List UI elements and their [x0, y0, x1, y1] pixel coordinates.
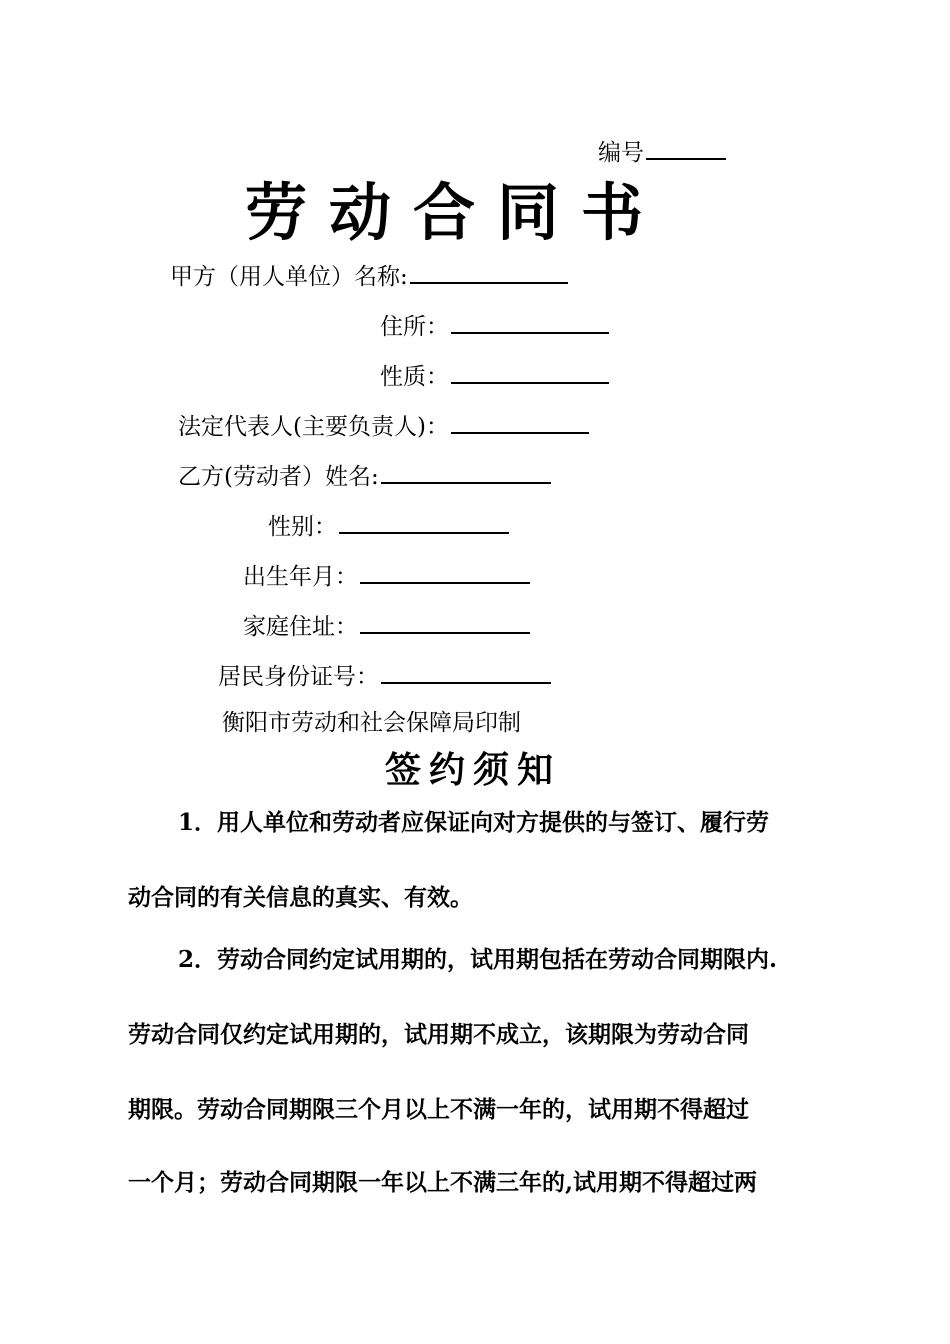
employee-name-label: 乙方(劳动者）姓名: [178, 464, 379, 490]
employee-birth-label: 出生年月： [243, 564, 358, 590]
notice-title: 签约须知 [385, 749, 562, 791]
notice-line: 动合同的有关信息的真实、有效。 [128, 884, 473, 911]
employer-nature-blank [451, 360, 609, 384]
employer-name-blank [410, 260, 568, 284]
employee-id-label: 居民身份证号： [218, 664, 379, 690]
employer-address-field [380, 310, 609, 342]
employer-address-blank [451, 310, 609, 334]
legal-rep-label: 法定代表人(主要负责人)： [178, 414, 449, 440]
employee-home-blank [360, 610, 530, 634]
employer-name-label: 甲方（用人单位）名称: [170, 264, 408, 290]
contract-number-blank [646, 136, 726, 160]
employee-birth-field [243, 560, 530, 592]
employee-birth-blank [360, 560, 530, 584]
employer-nature-field [380, 360, 609, 392]
legal-rep-blank [451, 410, 589, 434]
employer-name-field [170, 260, 568, 292]
employer-address-label: 住所： [380, 314, 449, 340]
notice-line: 2．劳动合同约定试用期的，试用期包括在劳动合同期限内. [178, 946, 778, 973]
employee-id-field [218, 660, 551, 692]
issuer-text: 衡阳市劳动和社会保障局印制 [222, 710, 521, 736]
employer-nature-label: 性质： [380, 364, 449, 390]
employee-gender-label: 性别： [268, 514, 337, 540]
contract-number-label: 编号 [598, 140, 644, 166]
document-title: 劳动合同书 [245, 176, 666, 249]
employee-gender-blank [339, 510, 509, 534]
notice-line: 1．用人单位和劳动者应保证向对方提供的与签订、履行劳 [178, 809, 770, 836]
legal-rep-field [178, 410, 589, 442]
employee-gender-field [268, 510, 509, 542]
employee-home-field [243, 610, 530, 642]
employee-name-blank [381, 460, 551, 484]
notice-line: 劳动合同仅约定试用期的，试用期不成立，该期限为劳动合同 [128, 1021, 749, 1048]
employee-home-label: 家庭住址： [243, 614, 358, 640]
employee-id-blank [381, 660, 551, 684]
contract-number-field [598, 136, 726, 168]
notice-line: 一个月；劳动合同期限一年以上不满三年的,试用期不得超过两 [128, 1169, 758, 1196]
employee-name-field [178, 460, 551, 492]
notice-line: 期限。劳动合同期限三个月以上不满一年的，试用期不得超过 [128, 1096, 749, 1123]
